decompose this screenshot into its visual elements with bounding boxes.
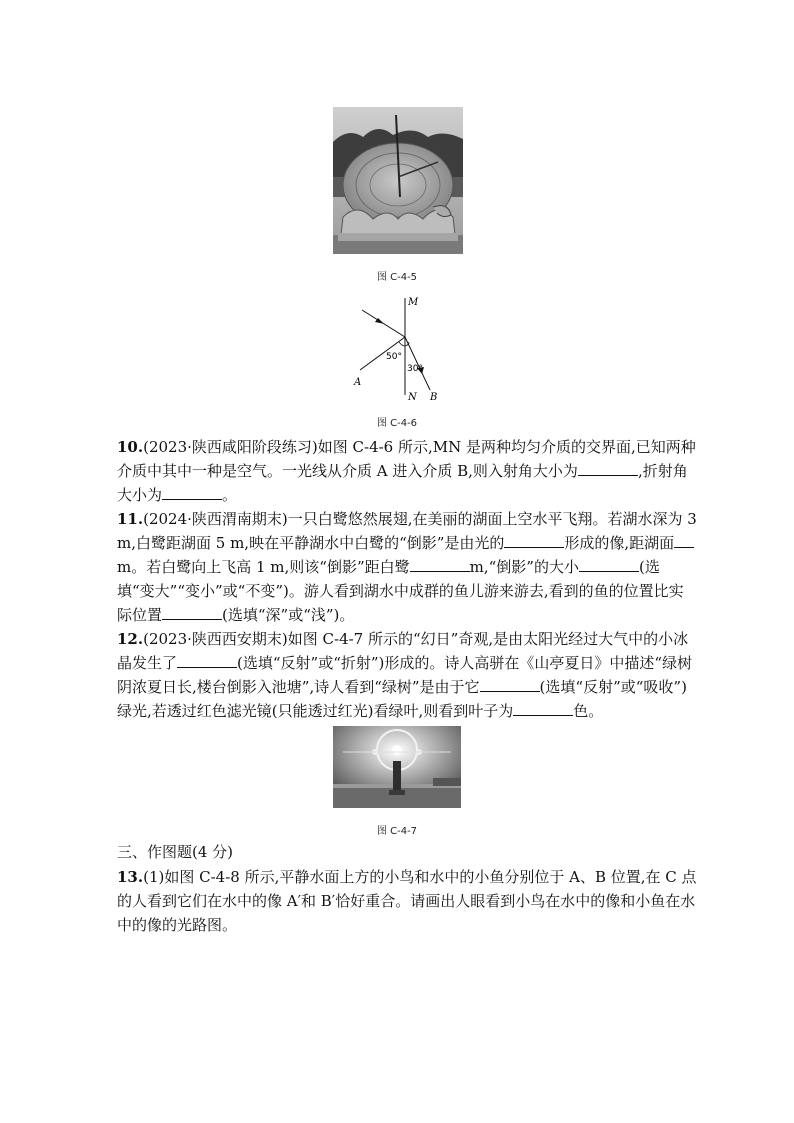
section-heading: 三、作图题(4 分) xyxy=(117,843,234,861)
question-text: (2024·陕西渭南期末)一只白鹭悠然展翅,在美丽的湖面上空水平飞翔。若湖水深为 3 m,白鹭距湖面 5 m,映在平静湖水中白鹭的“倒影”是由光的 xyxy=(117,510,697,552)
label-M: M xyxy=(408,297,419,308)
figure-caption-6: 图 C-4-6 xyxy=(376,418,418,429)
question-text: (1)如图 C-4-8 所示,平静水面上方的小鸟和水中的小鱼分别位于 A、B 位置,在 C 点的人看到它们在水中的像 A′和 B′恰好重合。请画出人眼看到小鸟在水中的像和小鱼在水中的像的光路图。 xyxy=(117,868,697,934)
question-11: 11.(2024·陕西渭南期末)一只白鹭悠然展翅,在美丽的湖面上空水平飞翔。若湖水深为 3 m,白鹭距湖面 5 m,映在平静湖水中白鹭的“倒影”是由光的 形成的像,距湖面m。若白鹭向上飞高 1 m,则该“倒影”距白鹭 m,“倒影”的大小 (选填“变大”“变小”或“不变”)。游人看到湖水中成群的鱼儿游来游去,看到的鱼的位置比实际位置 (选填“深”或“浅”)。 xyxy=(117,510,697,624)
question-number: 13. xyxy=(117,868,144,886)
question-text: (2023·陕西西安期末)如图 C-4-7 所示的“幻日”奇观,是由太阳光经过大气中的小冰晶发生了 xyxy=(117,630,689,672)
answer-blank xyxy=(504,533,564,548)
question-number: 10. xyxy=(117,438,144,456)
question-10: 10.(2023·陕西咸阳阶段练习)如图 C-4-6 所示,MN 是两种均匀介质的交界面,已知两种介质中其中一种是空气。一光线从介质 A 进入介质 B,则入射角大小为 ,折射角大小为 。 xyxy=(117,438,696,504)
question-number: 11. xyxy=(117,510,144,528)
answer-blank xyxy=(162,605,222,620)
answer-blank xyxy=(177,653,237,668)
answer-blank xyxy=(579,557,639,572)
question-12: 12.(2023·陕西西安期末)如图 C-4-7 所示的“幻日”奇观,是由太阳光经过大气中的小冰晶发生了 (选填“反射”或“折射”)形成的。诗人高骈在《山亭夏日》中描述“绿树阴浓夏日长,楼台倒影入池塘”,诗人看到“绿树”是由于它 (选填“反射”或“吸收”)绿光,若透过红色滤光镜(只能透过红光)看绿叶,则看到叶子为 色。 xyxy=(117,630,693,720)
answer-blank xyxy=(578,461,638,476)
label-A: A xyxy=(354,377,362,388)
question-number: 12. xyxy=(117,630,144,648)
angle-50: 50° xyxy=(386,352,402,362)
angle-30: 30° xyxy=(407,364,423,374)
refraction-diagram xyxy=(340,290,460,405)
answer-blank xyxy=(513,701,573,716)
question-13 xyxy=(117,865,697,937)
answer-blank xyxy=(162,485,222,500)
sun-halo-photo xyxy=(333,726,461,808)
answer-blank xyxy=(674,533,694,548)
answer-blank xyxy=(410,557,470,572)
sundial-photo xyxy=(333,107,463,254)
figure-caption-7: 图 C-4-7 xyxy=(376,826,418,837)
question-text: (2023·陕西咸阳阶段练习)如图 C-4-6 所示,MN 是两种均匀介质的交界面,已知两种介质中其中一种是空气。一光线从介质 A 进入介质 B,则入射角大小为 xyxy=(117,438,696,480)
label-B: B xyxy=(430,392,438,403)
label-N: N xyxy=(408,392,417,403)
answer-blank xyxy=(480,677,540,692)
figure-caption-5: 图 C-4-5 xyxy=(376,272,418,283)
